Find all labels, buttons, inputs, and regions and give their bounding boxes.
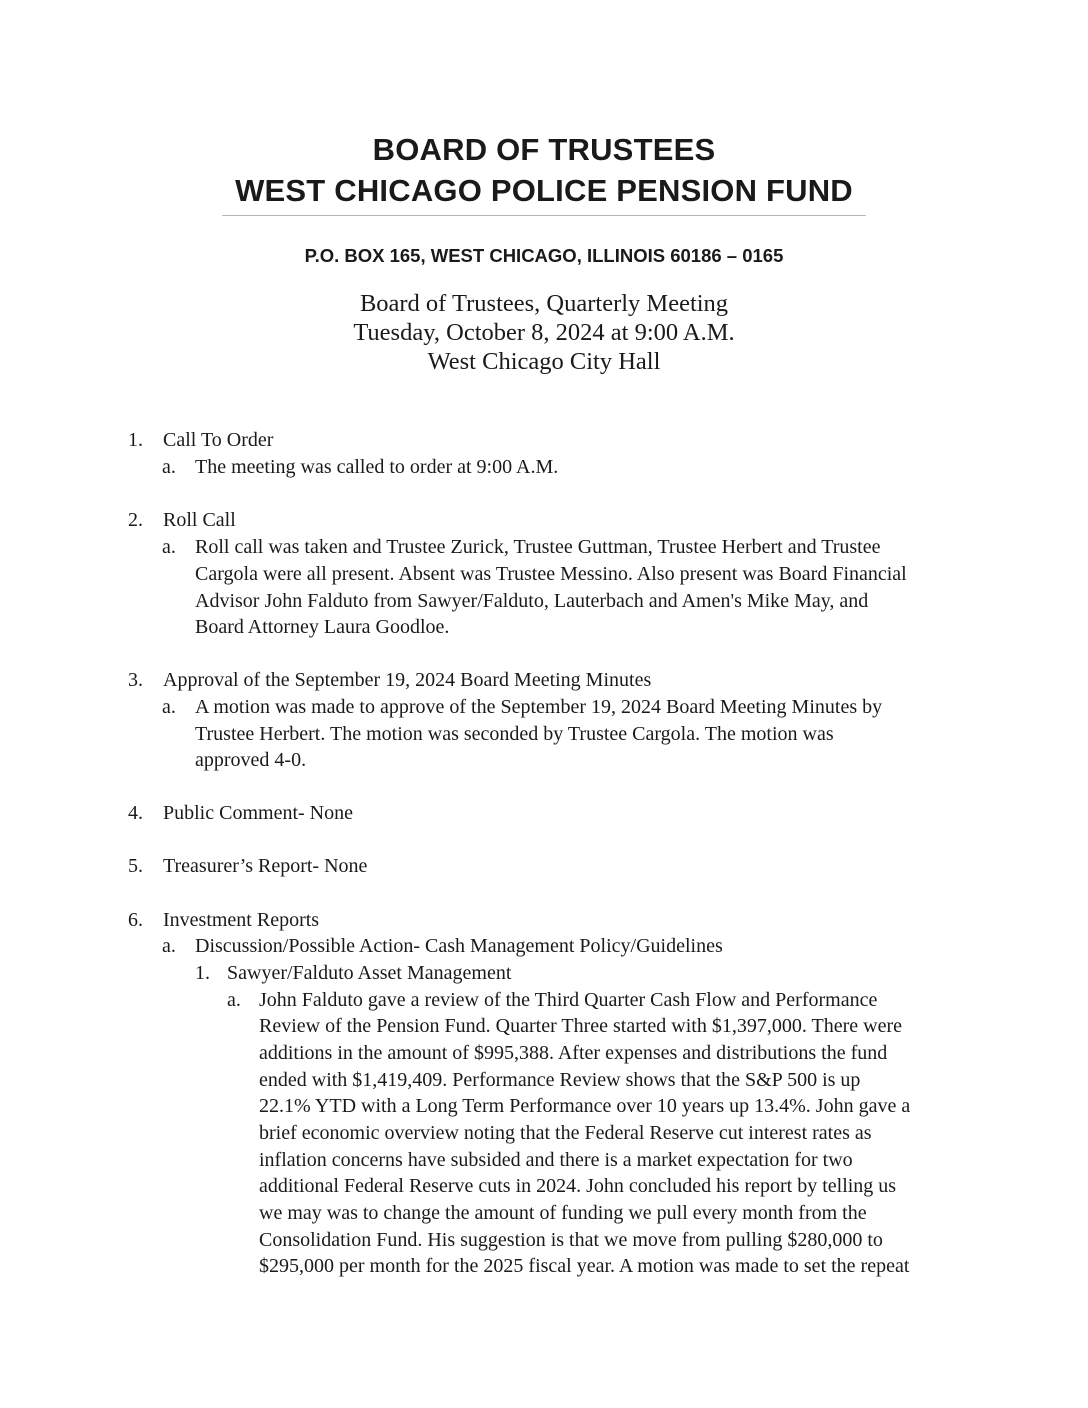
nested-sub-item-letter: a. [227, 989, 241, 1011]
nested-item-title: Sawyer/Falduto Asset Management [227, 962, 512, 984]
sub-item-text: A motion was made to approve of the September 19, 2024 Board Meeting Minutes by [195, 696, 883, 718]
sub-item-text: Trustee Herbert. The motion was seconded by Trustee Cargola. The motion was [195, 723, 834, 745]
nested-sub-item-text: additional Federal Reserve cuts in 2024. John concluded his report by telling us [259, 1175, 897, 1197]
sub-item-letter: a. [162, 536, 176, 558]
nested-sub-item-text: John Falduto gave a review of the Third Quarter Cash Flow and Performance [259, 989, 878, 1011]
nested-sub-item-text: $295,000 per month for the 2025 fiscal year. A motion was made to set the repeat [259, 1255, 910, 1277]
agenda-item-number: 5. [128, 855, 143, 877]
nested-sub-item-text: Consolidation Fund. His suggestion is that we move from pulling $280,000 to [259, 1229, 883, 1251]
agenda-item-title: Treasurer’s Report- None [163, 855, 368, 877]
sub-item-text: Advisor John Falduto from Sawyer/Falduto, Lauterbach and Amen's Mike May, and [195, 590, 869, 612]
sub-item-text: approved 4-0. [195, 749, 307, 771]
meeting-date: Tuesday, October 8, 2024 at 9:00 A.M. [353, 319, 735, 346]
nested-sub-item-text: we may was to change the amount of funding we pull every month from the [259, 1202, 867, 1224]
sub-item-text: The meeting was called to order at 9:00 A.M. [195, 456, 559, 478]
agenda-item-number: 3. [128, 669, 143, 691]
sub-item-text: Board Attorney Laura Goodloe. [195, 616, 450, 638]
mailing-address: P.O. BOX 165, WEST CHICAGO, ILLINOIS 60186 – 0165 [304, 245, 784, 266]
nested-sub-item-text: Review of the Pension Fund. Quarter Three started with $1,397,000. There were [259, 1015, 902, 1037]
sub-item-letter: a. [162, 696, 176, 718]
nested-sub-item-text: inflation concerns have subsided and there is a market expectation for two [259, 1149, 853, 1171]
nested-sub-item-text: 22.1% YTD with a Long Term Performance over 10 years up 13.4%. John gave a [259, 1095, 911, 1117]
sub-item-text: Roll call was taken and Trustee Zurick, Trustee Guttman, Trustee Herbert and Trustee [195, 536, 881, 558]
agenda-item-title: Investment Reports [163, 909, 320, 931]
document-title-line-1: BOARD OF TRUSTEES [372, 132, 716, 167]
header-divider [222, 215, 866, 216]
agenda-item-title: Public Comment- None [163, 802, 353, 824]
sub-item-text: Discussion/Possible Action- Cash Management Policy/Guidelines [195, 935, 723, 957]
nested-sub-item-text: brief economic overview noting that the Federal Reserve cut interest rates as [259, 1122, 872, 1144]
agenda-item-number: 2. [128, 509, 143, 531]
sub-item-letter: a. [162, 935, 176, 957]
document-title-line-2: WEST CHICAGO POLICE PENSION FUND [235, 173, 853, 208]
nested-sub-item-text: ended with $1,419,409. Performance Review shows that the S&P 500 is up [259, 1069, 861, 1091]
nested-item-number: 1. [195, 962, 210, 984]
agenda-item-title: Call To Order [163, 429, 274, 451]
nested-sub-item-text: additions in the amount of $995,388. After expenses and distributions the fund [259, 1042, 888, 1064]
agenda-item-number: 4. [128, 802, 143, 824]
sub-item-text: Cargola were all present. Absent was Trustee Messino. Also present was Board Financial [195, 563, 907, 585]
agenda-item-title: Roll Call [163, 509, 236, 531]
agenda-item-title: Approval of the September 19, 2024 Board Meeting Minutes [163, 669, 652, 691]
sub-item-letter: a. [162, 456, 176, 478]
agenda-item-number: 1. [128, 429, 143, 451]
agenda-item-number: 6. [128, 909, 143, 931]
meeting-location: West Chicago City Hall [427, 348, 661, 375]
meeting-name: Board of Trustees, Quarterly Meeting [359, 290, 729, 317]
